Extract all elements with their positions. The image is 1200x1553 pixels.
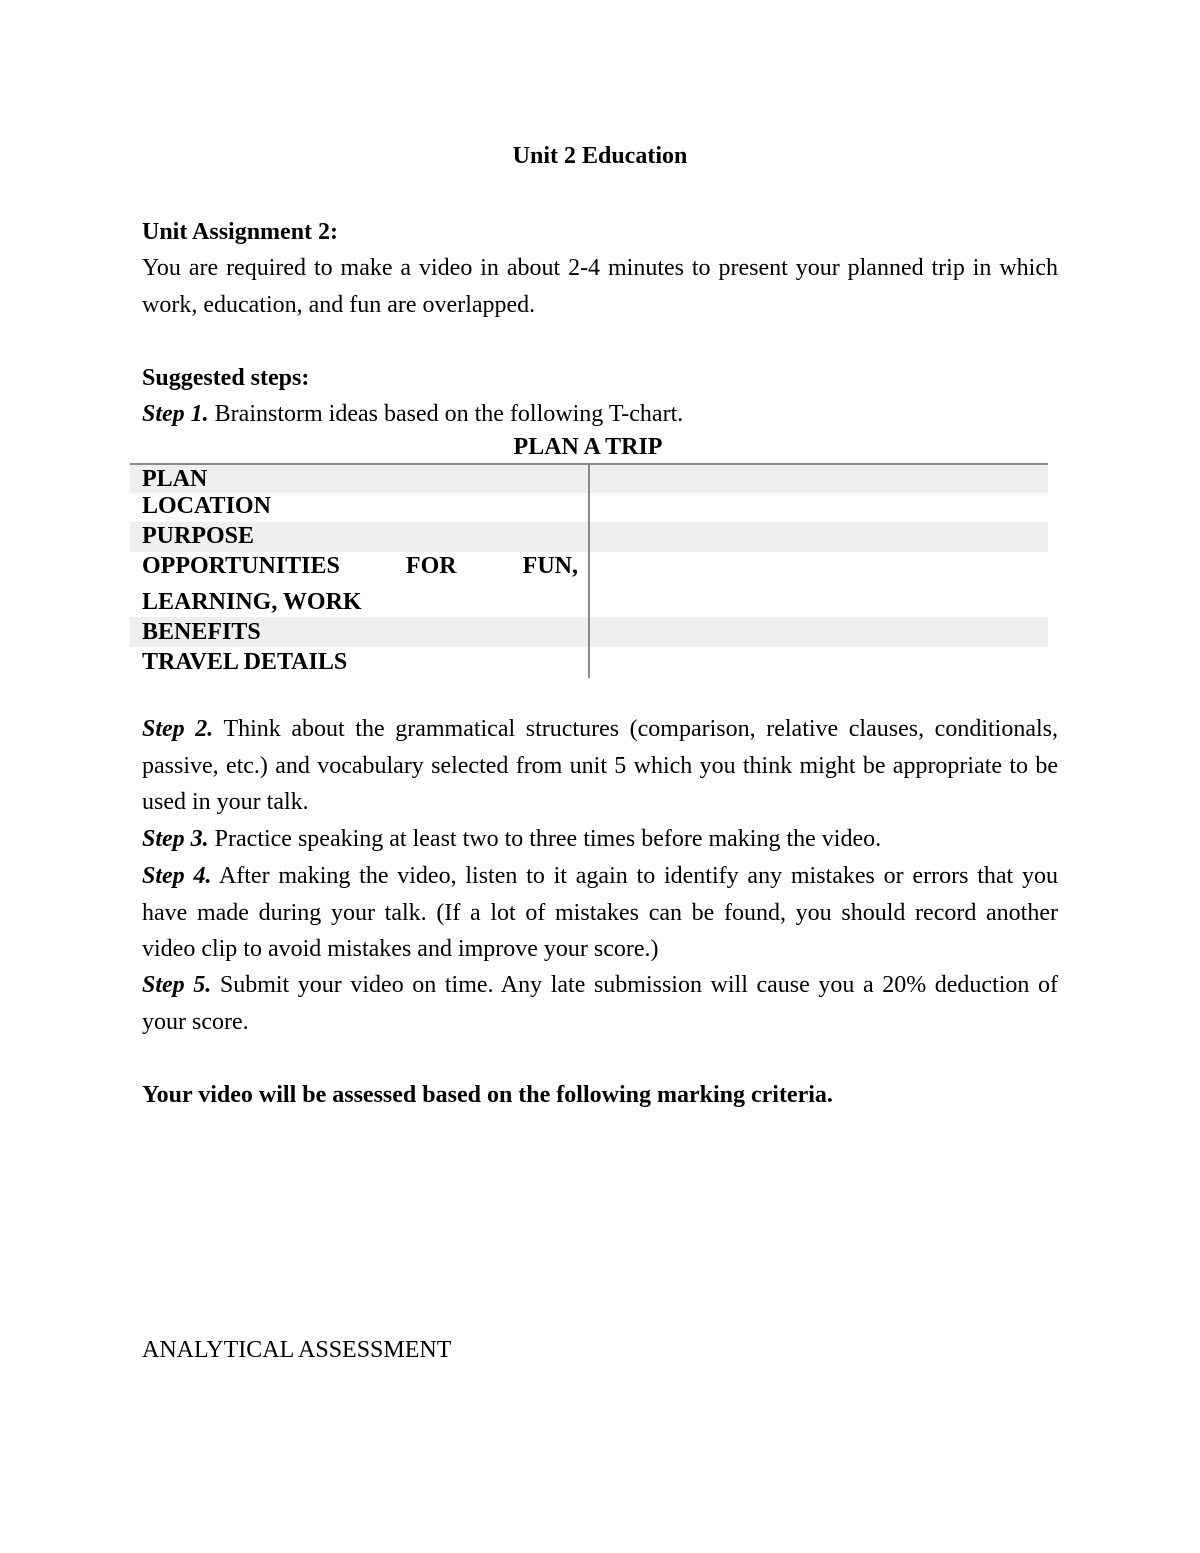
tchart-row-label: BENEFITS bbox=[142, 619, 261, 645]
step-1 bbox=[142, 396, 1058, 433]
step-label: Step 1. bbox=[142, 401, 209, 427]
step-2 bbox=[142, 711, 1058, 821]
tchart-row-label-line1 bbox=[142, 553, 578, 580]
tchart-word: FUN, bbox=[522, 553, 578, 579]
assignment-text: You are required to make a video in about 2-4 minutes to present your planned trip in which work, education, and fun are overlapped. bbox=[142, 255, 1058, 318]
analytical-assessment-heading: ANALYTICAL ASSESSMENT bbox=[142, 1337, 452, 1363]
step-text: Think about the grammatical structures (comparison, relative clauses, conditionals, passive, etc.) and vocabulary selected from unit 5 which you think might be appropriate to be used in your talk. bbox=[142, 716, 1059, 816]
step-text: Practice speaking at least two to three times before making the video. bbox=[208, 826, 882, 852]
step-4 bbox=[142, 858, 1058, 968]
step-5 bbox=[142, 967, 1058, 1040]
tchart-row-label: PURPOSE bbox=[142, 523, 255, 549]
tchart-row-label: TRAVEL DETAILS bbox=[142, 649, 348, 675]
step-label: Step 4. bbox=[142, 863, 212, 889]
step-label: Step 5. bbox=[142, 972, 212, 998]
step-3 bbox=[142, 821, 1058, 858]
criteria-note: Your video will be assessed based on the following marking criteria. bbox=[142, 1082, 833, 1108]
step-text: Brainstorm ideas based on the following T-chart. bbox=[208, 401, 684, 427]
tchart-word: FOR bbox=[405, 553, 457, 579]
tchart-row-label-line2: LEARNING, WORK bbox=[142, 589, 362, 615]
step-label: Step 3. bbox=[142, 826, 209, 852]
step-label: Step 2. bbox=[142, 716, 214, 742]
tchart-row-label: PLAN bbox=[142, 466, 208, 492]
step-text: Submit your video on time. Any late submission will cause you a 20% deduction of your score. bbox=[142, 972, 1059, 1035]
document-title: Unit 2 Education bbox=[512, 143, 688, 169]
tchart-title: PLAN A TRIP bbox=[513, 434, 663, 460]
step-text: After making the video, listen to it again to identify any mistakes or errors that you have made during your talk. (If a lot of mistakes can be found, you should record another video clip to avoid mistakes and improve your score.) bbox=[142, 863, 1058, 963]
tchart-divider bbox=[588, 464, 590, 678]
suggested-steps-heading: Suggested steps: bbox=[142, 365, 310, 391]
tchart-word: OPPORTUNITIES bbox=[142, 553, 340, 579]
tchart-row-label: LOCATION bbox=[142, 493, 271, 519]
assignment-heading: Unit Assignment 2: bbox=[142, 219, 339, 245]
